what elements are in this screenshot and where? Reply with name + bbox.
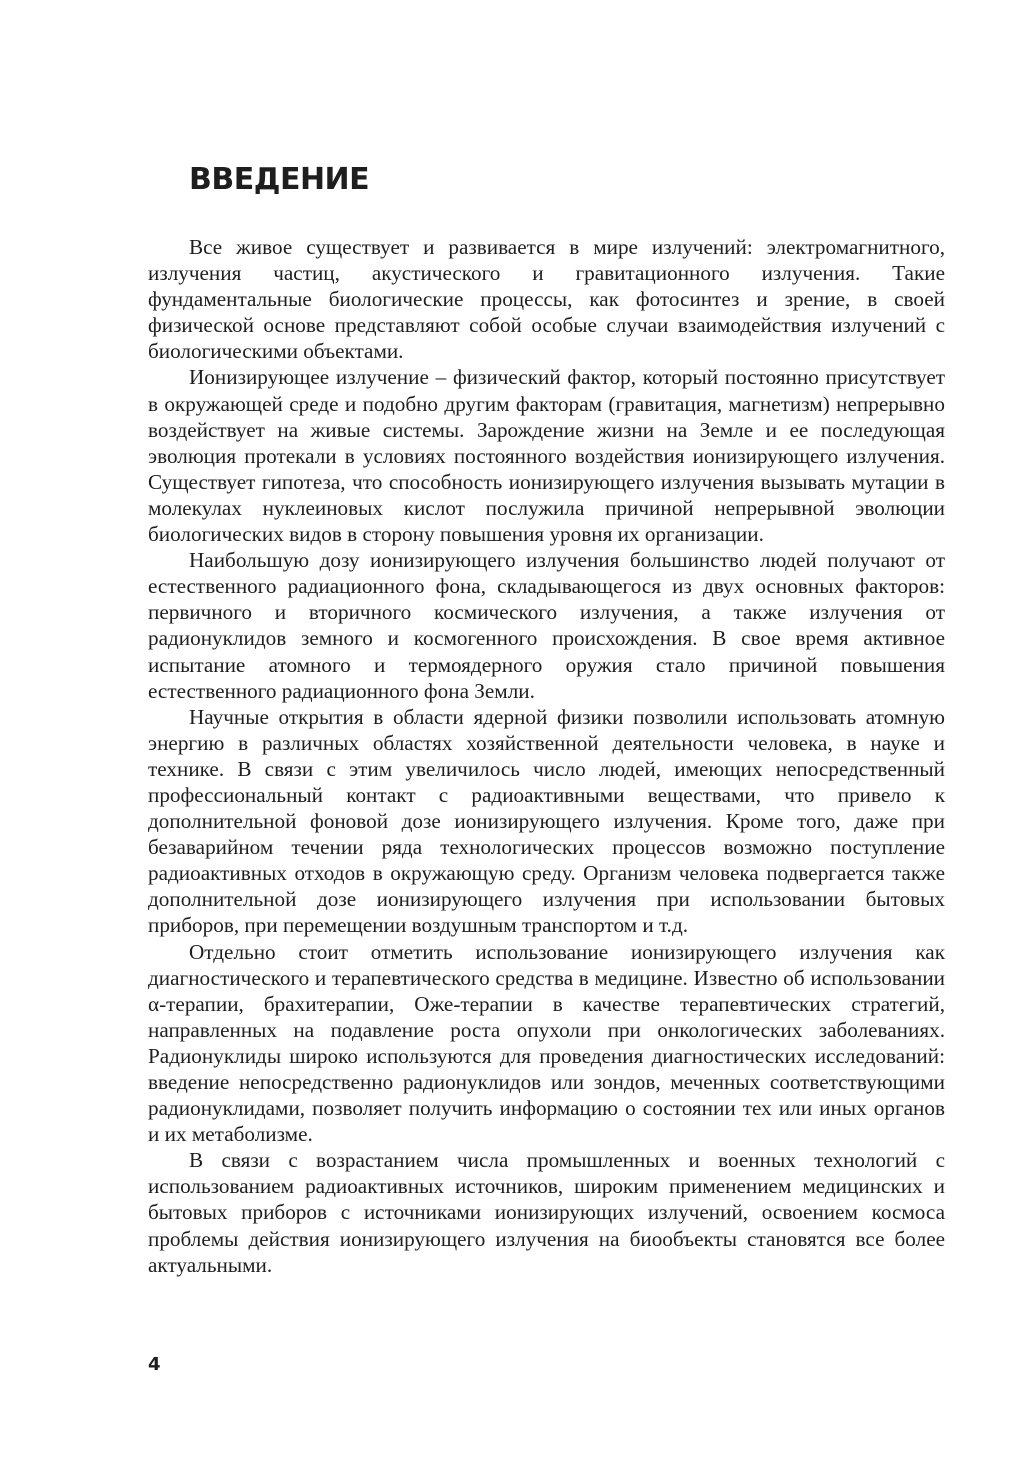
- paragraph: Наибольшую дозу ионизирующего излучения большинство людей получают от естественного радиационного фона, складывающегося из двух основных факторов: первичного и вторичного космического излучения, а также излучения от радионуклидов земного и космогенного происхождения. В свое время активное испытание атомного и термоядерного оружия стало причиной повышения естественного радиационного фона Земли.: [148, 548, 945, 703]
- page-number: 4: [148, 1354, 161, 1375]
- chapter-heading: ВВЕДЕНИЕ: [189, 162, 370, 197]
- paragraph: Отдельно стоит отметить использование ионизирующего излучения как диагностического и терапевтического средства в медицине. Известно об использовании α-терапии, брахитерапии, Оже-терапии в качестве терапевтических стратегий, направленных на подавление роста опухоли при онкологических заболеваниях. Радионуклиды широко используются для проведения диагностических исследований: введение непосредственно радионуклидов или зондов, меченных соответствующими радионуклидами, позволяет получить информацию о состоянии тех или иных органов и их метаболизме.: [148, 939, 945, 1147]
- paragraph: Ионизирующее излучение – физический фактор, который постоянно присутствует в окружающей среде и подобно другим факторам (гравитация, магнетизм) непрерывно воздействует на живые системы. Зарождение жизни на Земле и ее последующая эволюция протекали в условиях постоянного воздействия ионизирующего излучения. Существует гипотеза, что способность ионизирующего излучения вызывать мутации в молекулах нуклеиновых кислот послужила причиной непрерывной эволюции биологических видов в сторону повышения уровня их организации.: [148, 365, 945, 547]
- body-text: [148, 234, 945, 1278]
- paragraph: В связи с возрастанием числа промышленных и военных технологий с использованием радиоактивных источников, широким применением медицинских и бытовых приборов с источниками ионизирующих излучений, освоением космоса проблемы действия ионизирующего излучения на биообъекты становятся все более актуальными.: [148, 1148, 945, 1277]
- paragraph: Все живое существует и развивается в мире излучений: электромагнитного, излучения частиц, акустического и гравитационного излучения. Такие фундаментальные биологические процессы, как фотосинтез и зрение, в своей физической основе представляют собой особые случаи взаимодействия излучений с биологическими объектами.: [148, 235, 945, 364]
- paragraph: Научные открытия в области ядерной физики позволили использовать атомную энергию в различных областях хозяйственной деятельности человека, в науке и технике. В связи с этим увеличилось число людей, имеющих непосредственный профессиональный контакт с радиоактивными веществами, что привело к дополнительной фоновой дозе ионизирующего излучения. Кроме того, даже при безаварийном течении ряда технологических процессов возможно поступление радиоактивных отходов в окружающую среду. Организм человека подвергается также дополнительной дозе ионизирующего излучения при использовании бытовых приборов, при перемещении воздушным транспортом и т.д.: [148, 704, 945, 938]
